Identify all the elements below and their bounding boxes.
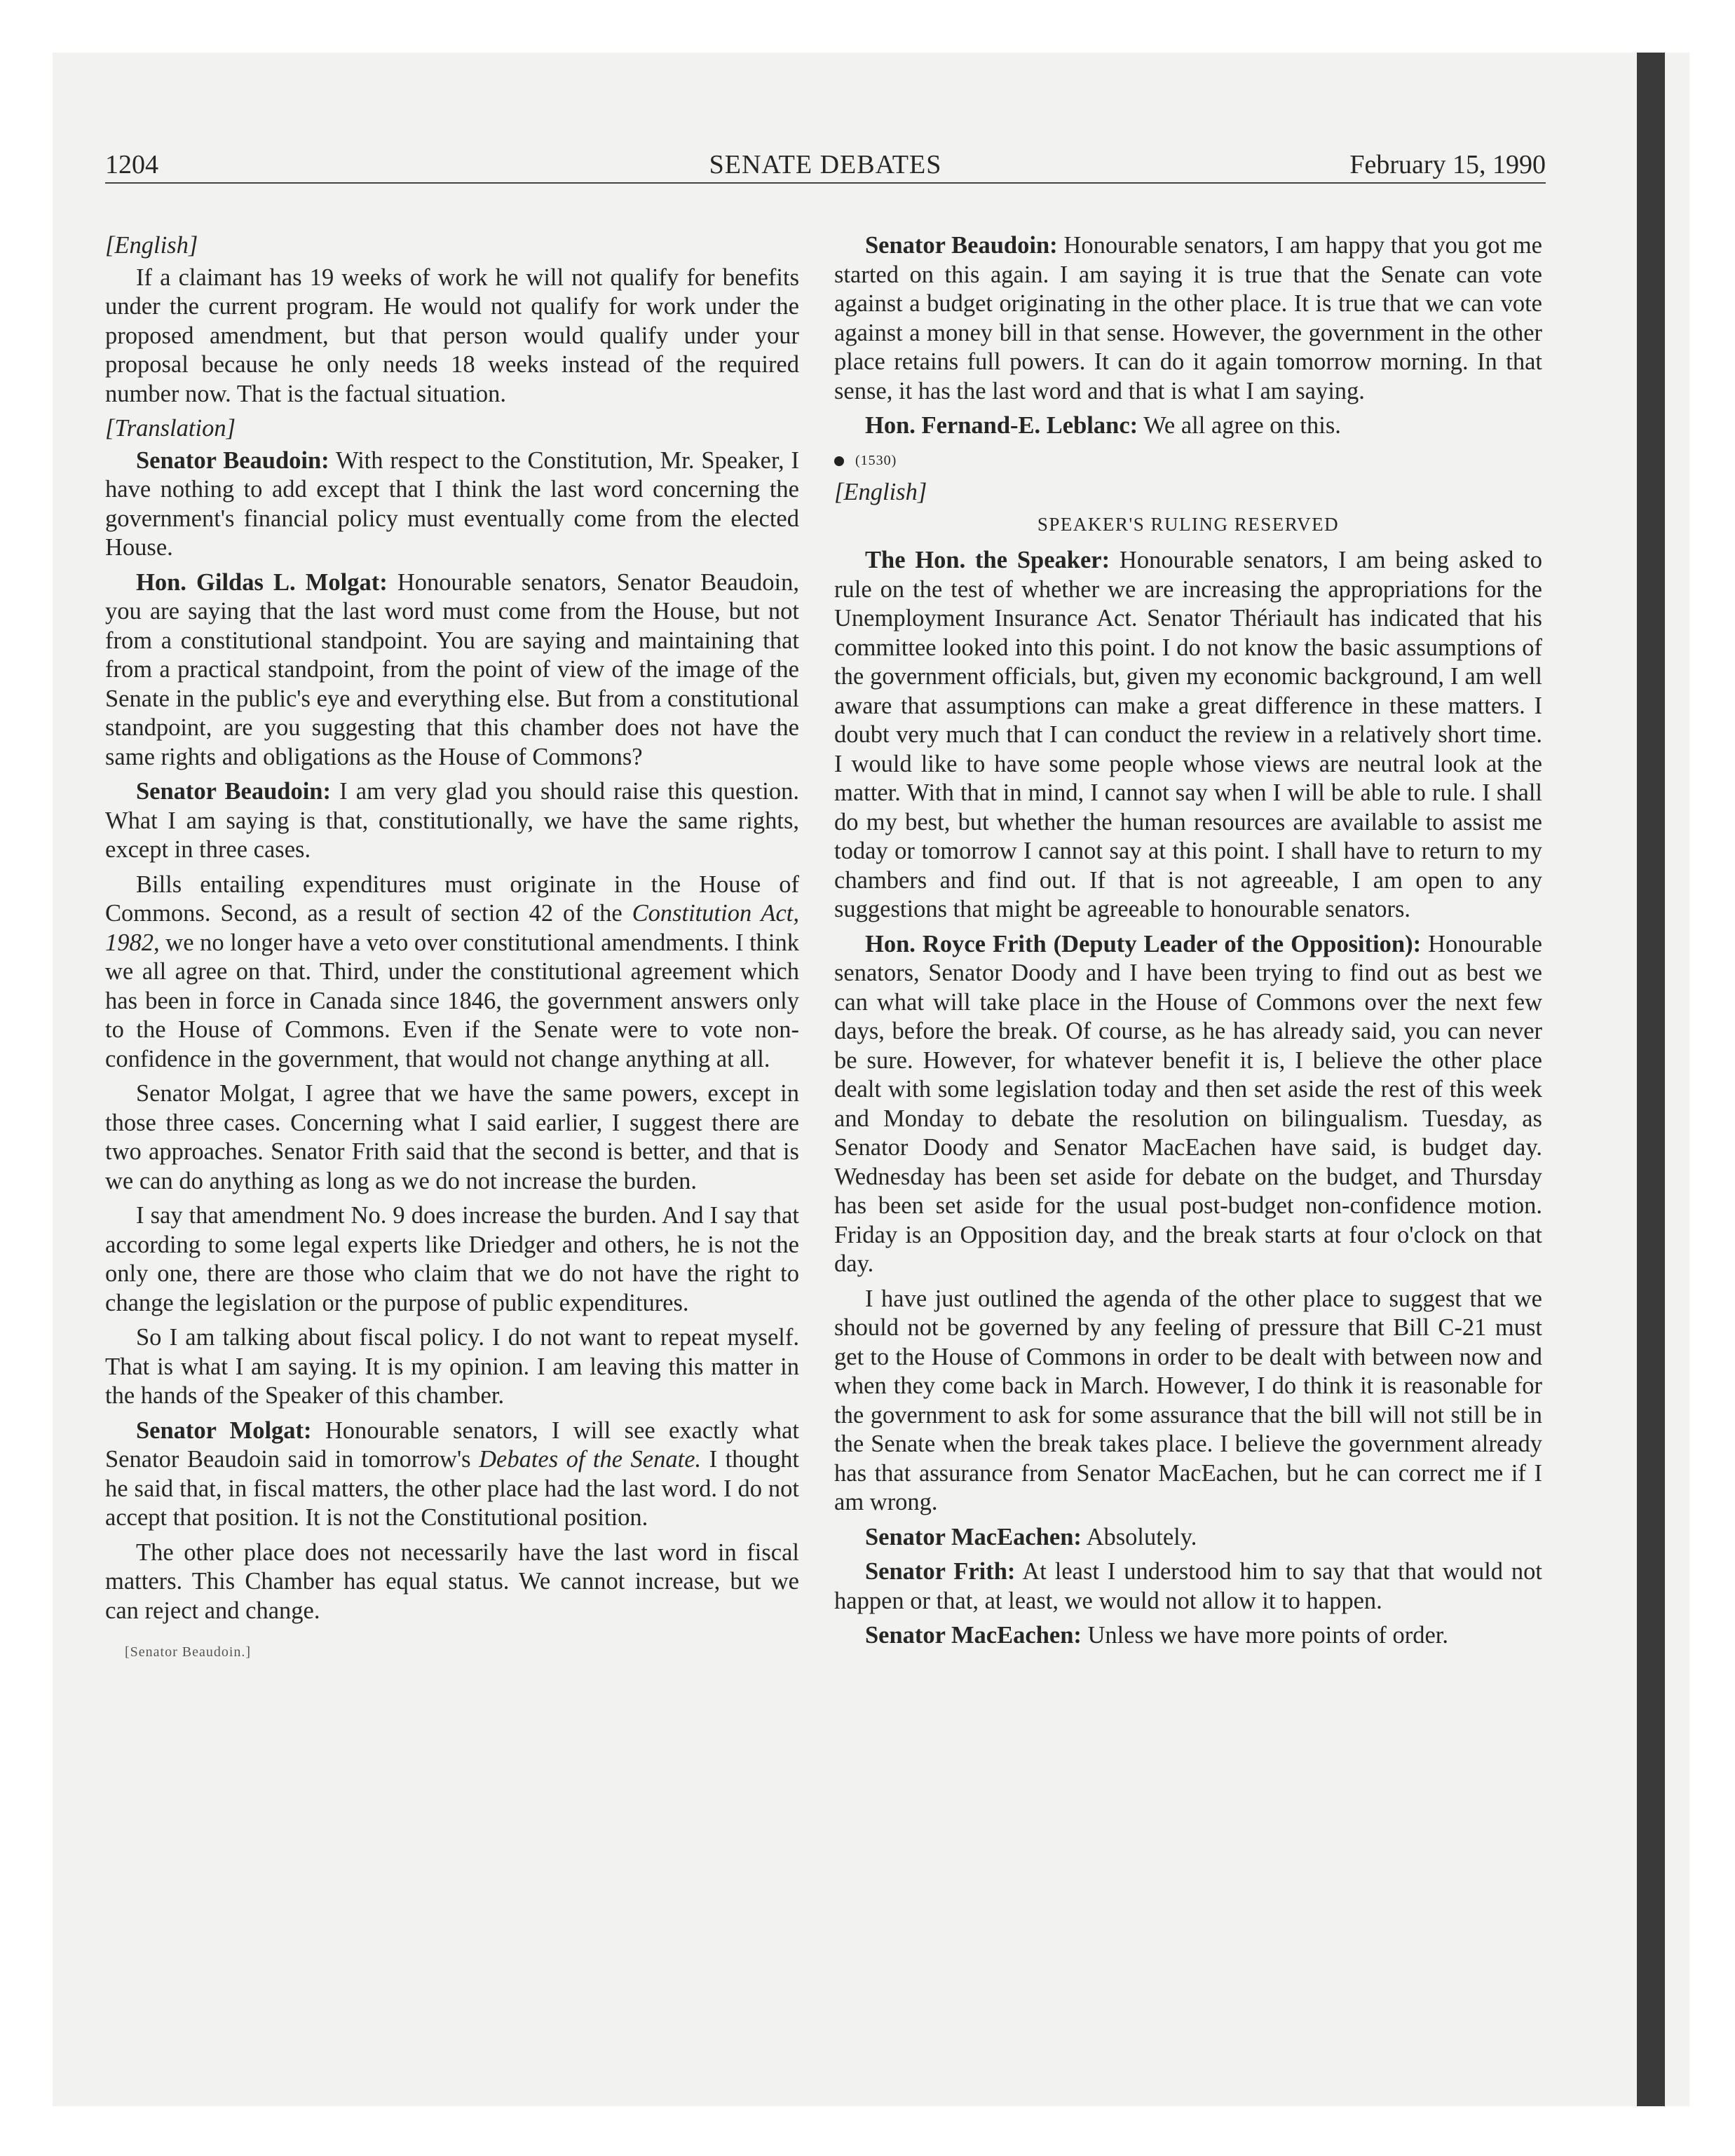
section-heading: SPEAKER'S RULING RESERVED: [1037, 513, 1340, 535]
speech-text: Unless we have more points of order.: [1081, 1622, 1449, 1649]
speech-text: Honourable senators, Senator Doody and I have been trying to find out as best we can what will take place in the House of Commons over the next few days, before the break. Of course, as he has already said, you can never be sure. However, for whatever benefit it is, I believe the other place dealt with some legislation today and then set aside the rest of this week and Monday to debate the resolution on bilingualism. Tuesday, as Senator Doody and Senator MacEachen have said, is budget day. Wednesday has been set aside for debate on the budget, and Thursday has been set aside for the usual post-budget non-confidence motion. Friday is an Opposition day, and the break starts at four o'clock on that day.: [834, 930, 1542, 1277]
paragraph: [834, 1621, 1542, 1651]
speaker-name: Senator Beaudoin:: [136, 778, 331, 805]
paragraph: I have just outlined the agenda of the other place to suggest that we should not be governed by any feeling of pressure that Bill C-21 must get to the House of Commons in order to be dealt with between now and when they come back in March. However, I do think it is reasonable for the government to ask for some assurance that the bill will not still be in the Senate when the break takes place. I believe the government already has that assurance from Senator MacEachen, but he can correct me if I am wrong.: [834, 1285, 1542, 1515]
paragraph: I say that amendment No. 9 does increase the burden. And I say that according to some legal experts like Driedger and others, he is not the only one, there are those who claim that we do not have the right to change the legislation or the purpose of public expenditures.: [105, 1202, 799, 1316]
speech-text: I am very glad you should raise this question. What I am saying is that, constitutionally, we have the same rights, except in three cases.: [105, 778, 799, 863]
paragraph: [834, 231, 1542, 406]
paragraph: [834, 1557, 1542, 1616]
paragraph: [105, 446, 799, 563]
running-header: [105, 147, 1546, 184]
paragraph: [834, 1523, 1542, 1553]
speaker-name: Senator Molgat:: [136, 1417, 312, 1444]
paragraph: [834, 546, 1542, 925]
left-column: [105, 231, 799, 1667]
speaker-name: Senator MacEachen:: [865, 1523, 1082, 1550]
binding-edge: [1637, 53, 1665, 2106]
paragraph: [105, 568, 799, 772]
paragraph: So I am talking about fiscal policy. I do not want to repeat myself. That is what I am saying. It is my opinion. I am leaving this matter in the hands of the Speaker of this chamber.: [105, 1324, 799, 1409]
act-title: Constitution Act, 1982: [105, 900, 800, 956]
paragraph: Senator Molgat, I agree that we have the same powers, except in those three cases. Concerning what I said earlier, I suggest there are two approaches. Senator Frith said that the second is better, and that is we can do anything as long as we do not increase the burden.: [105, 1080, 799, 1194]
paragraph: The other place does not necessarily have the last word in fiscal matters. This Chamber has equal status. We cannot increase, but we can reject and change.: [105, 1538, 799, 1624]
issue-date: February 15, 1990: [1349, 150, 1546, 179]
right-column: [834, 231, 1542, 1656]
speech-text: Honourable senators, I am happy that you got me started on this again. I am saying it is true that the Senate can vote against a budget originating in the other place. It is true that we can vote against a money bill in that sense. However, the government in the other place retains full powers. It can do it again tomorrow morning. In that sense, it has the last word and that is what I am saying.: [834, 232, 1542, 404]
speaker-name: The Hon. the Speaker:: [865, 547, 1110, 573]
publication-title: SENATE DEBATES: [709, 150, 942, 179]
speech-text: Honourable senators, I am being asked to rule on the test of whether we are increasing the appropriations for the Unemployment Insurance Act. Senator Thériault has indicated that his committee looked into this point. I do not know the basic assumptions of the government officials, but, given my economic background, I am well aware that assumptions can make a great difference in these matters. I doubt very much that I can conduct the review in a relatively short time. I would like to have some people whose views are neutral look at the matter. With that in mind, I cannot say when I will be able to rule. I shall do my best, but whether the human resources are available to assist me today or tomorrow I cannot say at this point. I shall have to return to my chambers and find out. If that is not agreeable, I am open to any suggestions that might be agreeable to honourable senators.: [834, 547, 1543, 922]
speech-text: We all agree on this.: [1138, 412, 1341, 439]
language-marker: [English]: [105, 232, 198, 259]
speaker-name: Hon. Royce Frith (Deputy Leader of the Opposition):: [865, 930, 1422, 957]
publication-reference: Debates of the Senate.: [479, 1446, 702, 1473]
speech-text: Honourable senators, I will see exactly what Senator Beaudoin said in tomorrow's: [105, 1417, 799, 1473]
speech-text: Bills entailing expenditures must originate in the House of Commons. Second, as a result of section 42 of the: [105, 871, 799, 927]
language-marker: [Translation]: [105, 415, 236, 442]
speaker-name: Senator Frith:: [865, 1558, 1016, 1585]
time-text: (1530): [855, 452, 897, 468]
paragraph: [105, 777, 799, 865]
speaker-name: Hon. Gildas L. Molgat:: [136, 568, 388, 596]
bullet-icon: [834, 456, 844, 466]
paragraph: [105, 1417, 799, 1533]
speaker-name: Senator Beaudoin:: [865, 232, 1058, 259]
speaker-name: Senator Beaudoin:: [136, 446, 329, 474]
speech-text: With respect to the Constitution, Mr. Speaker, I have nothing to add except that I think the last word concerning the government's financial policy must eventually come from the elected House.: [105, 446, 800, 561]
page-number: 1204: [105, 150, 158, 179]
speech-text: Honourable senators, Senator Beaudoin, you are saying that the last word must come from the House, but not from a constitutional standpoint. You are saying and maintaining that from a practical standpoint, from the point of view of the image of the Senate in the public's eye and everything else. But from a constitutional standpoint, are you suggesting that this chamber does not have the same rights and obligations as the House of Commons?: [105, 568, 799, 770]
paragraph: [834, 930, 1542, 1279]
speech-text: At least I understood him to say that that would not happen or that, at least, we would not allow it to happen.: [834, 1558, 1542, 1614]
speech-text: , we no longer have a veto over constitutional amendments. I think we all agree on that. Third, under the constitutional agreement which has been in force in Canada since 1846, the government answers only to the House of Commons. Even if the Senate were to vote non-confidence in the government, that would not change anything at all.: [105, 929, 799, 1072]
speech-text: I thought he said that, in fiscal matters, the other place had the last word. I do not accept that position. It is not the Constitutional position.: [105, 1446, 799, 1531]
language-marker: [English]: [834, 479, 927, 505]
paragraph: [834, 411, 1542, 441]
paragraph: If a claimant has 19 weeks of work he will not qualify for benefits under the current program. He would not qualify for work under the proposed amendment, but that person would qualify under your proposal because he only needs 18 weeks instead of the required number now. That is the factual situation.: [105, 264, 799, 407]
speaker-name: Hon. Fernand-E. Leblanc:: [865, 412, 1138, 439]
footnote: [Senator Beaudoin.]: [125, 1644, 252, 1660]
time-stamp: [834, 446, 1542, 476]
speech-text: Absolutely.: [1081, 1523, 1197, 1550]
speaker-name: Senator MacEachen:: [865, 1622, 1082, 1649]
paragraph: [105, 871, 799, 1074]
